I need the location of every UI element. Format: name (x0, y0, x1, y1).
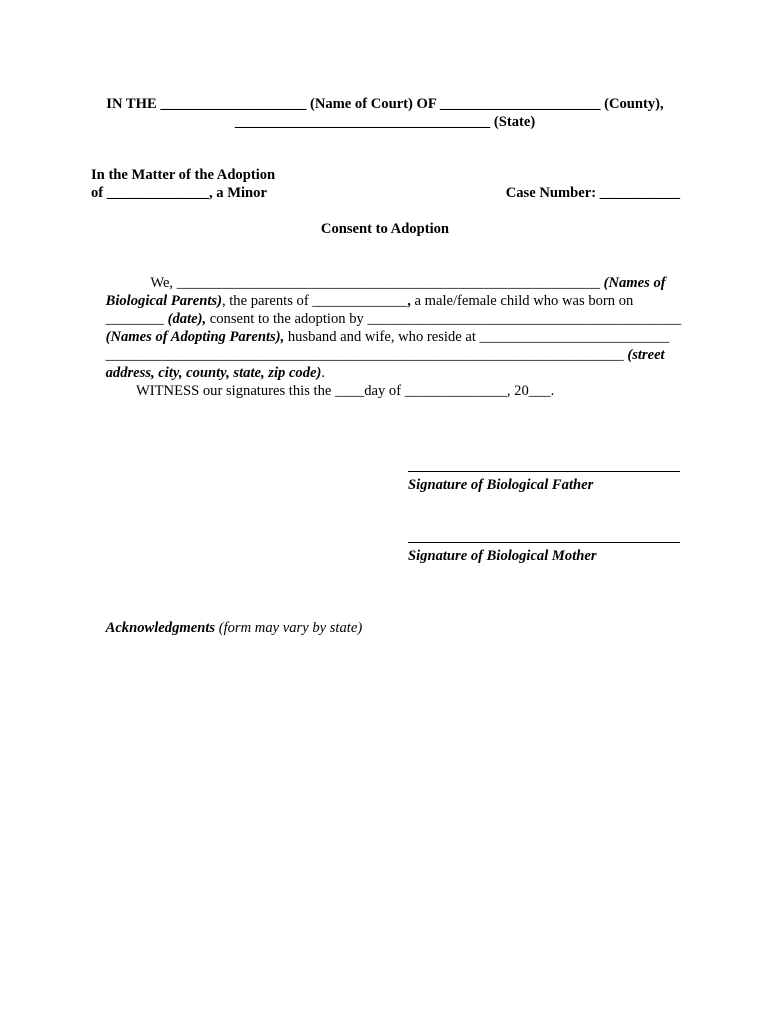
acknowledgments-heading: Acknowledgments (105, 620, 216, 636)
body-hint: (date), (167, 311, 207, 327)
court-caption-line-1: IN THE ____________________ (Name of Court) OF ______________________ (County), (106, 96, 664, 112)
body-text: ________ (105, 311, 168, 327)
document-title: Consent to Adoption (320, 221, 450, 237)
matter-title-line-1: In the Matter of the Adoption (91, 167, 276, 183)
mother-signature-label: Signature of Biological Mother (408, 548, 597, 564)
father-signature-line[interactable] (408, 471, 680, 472)
witness-line: WITNESS our signatures this the ____day of ______________, 20___. (136, 383, 555, 399)
body-hint: (Names of (603, 275, 666, 291)
acknowledgments-note: (form may vary by state) (215, 620, 363, 636)
body-text: , (407, 293, 411, 309)
case-number: Case Number: ___________ (505, 185, 680, 201)
body-text: We, __________________________________________________________ (150, 275, 604, 291)
mother-signature-line[interactable] (408, 542, 680, 543)
father-signature-label: Signature of Biological Father (408, 477, 594, 493)
acknowledgments-section (91, 601, 362, 655)
body-hint: (Names of Adopting Parents), (105, 329, 285, 345)
body-text: consent to the adoption by ___________________________________________ (206, 311, 682, 327)
body-text: husband and wife, who reside at __________________________ (284, 329, 670, 345)
body-text: a male/female child who was born on (410, 293, 634, 309)
body-hint: address, city, county, state, zip code) (105, 365, 322, 381)
body-text: _______________________________________________________________________ (105, 347, 628, 363)
body-hint: Biological Parents) (105, 293, 222, 309)
matter-title-line-2: of ______________, a Minor (91, 185, 267, 201)
body-text: . (321, 365, 326, 381)
body-text: , the parents of _____________ (221, 293, 408, 309)
court-caption-line-2: ___________________________________ (State) (234, 114, 536, 130)
body-hint: (street (627, 347, 665, 363)
